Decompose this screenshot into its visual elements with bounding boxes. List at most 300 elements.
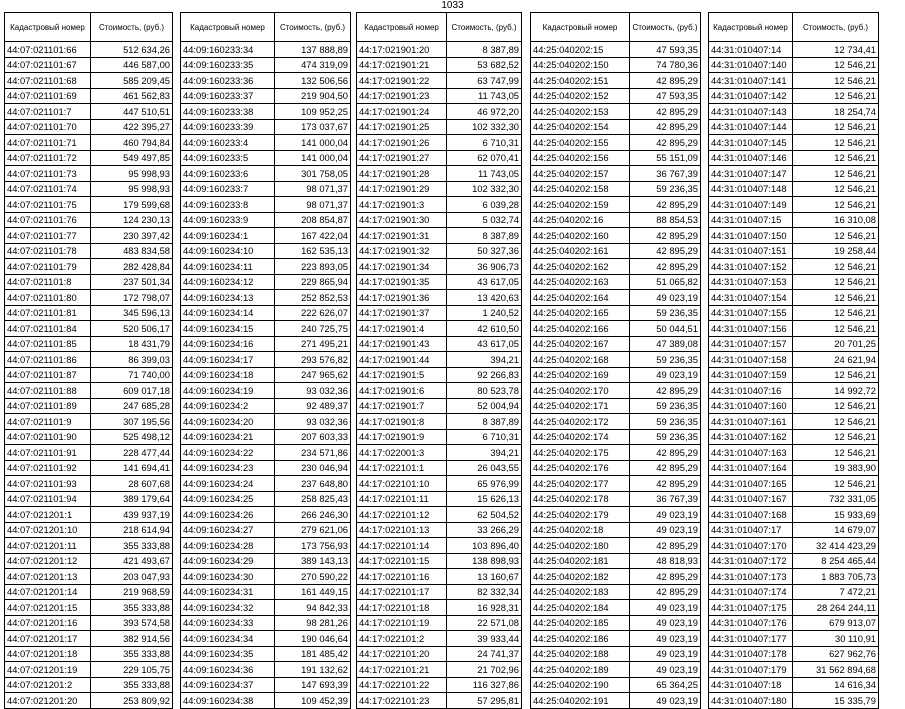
- header-cadastral-number: Кадастровый номер: [531, 13, 630, 42]
- cost-cell: 549 497,85: [91, 150, 173, 166]
- cost-cell: 247 685,28: [91, 398, 173, 414]
- cadastral-number-cell: 44:17:022101:23: [357, 693, 447, 709]
- cadastral-number-cell: 44:07:021101:90: [5, 429, 91, 445]
- cadastral-number-cell: 44:07:021101:94: [5, 491, 91, 507]
- cadastral-number-cell: 44:17:021901:32: [357, 243, 447, 259]
- cost-cell: 47 389,08: [630, 336, 701, 352]
- cadastral-number-cell: 44:17:021901:3: [357, 197, 447, 213]
- cost-cell: 18 431,79: [91, 336, 173, 352]
- cost-cell: 421 493,67: [91, 553, 173, 569]
- cost-cell: 141 694,41: [91, 460, 173, 476]
- cadastral-number-cell: 44:31:010407:158: [709, 352, 793, 368]
- cost-cell: 49 023,19: [630, 600, 701, 616]
- cost-cell: 138 898,93: [447, 553, 522, 569]
- cost-cell: 65 976,99: [447, 476, 522, 492]
- cost-cell: 483 834,58: [91, 243, 173, 259]
- cadastral-number-cell: 44:17:021901:43: [357, 336, 447, 352]
- cadastral-number-cell: 44:07:021101:92: [5, 460, 91, 476]
- cost-cell: 394,21: [447, 445, 522, 461]
- cadastral-number-cell: 44:09:160234:35: [181, 646, 275, 662]
- cost-cell: 49 023,19: [630, 507, 701, 523]
- cost-cell: 59 236,35: [630, 181, 701, 197]
- table-row: [531, 476, 701, 492]
- table-row: [181, 57, 351, 73]
- cost-cell: 230 046,94: [275, 460, 351, 476]
- table-row: [531, 693, 701, 709]
- cost-cell: 109 952,25: [275, 104, 351, 120]
- cadastral-number-cell: 44:25:040202:167: [531, 336, 630, 352]
- cadastral-number-cell: 44:31:010407:146: [709, 150, 793, 166]
- cost-cell: 51 065,82: [630, 274, 701, 290]
- table-row: [709, 119, 879, 135]
- table-row: [531, 166, 701, 182]
- cadastral-number-cell: 44:17:022101:21: [357, 662, 447, 678]
- table-row: [709, 73, 879, 89]
- cadastral-number-cell: 44:09:160234:34: [181, 631, 275, 647]
- cost-cell: 461 562,83: [91, 88, 173, 104]
- cadastral-number-cell: 44:07:021101:79: [5, 259, 91, 275]
- table-row: [181, 445, 351, 461]
- table-row: [357, 119, 522, 135]
- cost-cell: 50 044,51: [630, 321, 701, 337]
- cost-cell: 207 603,33: [275, 429, 351, 445]
- cost-cell: 446 587,00: [91, 57, 173, 73]
- cost-cell: 31 562 894,68: [793, 662, 879, 678]
- cost-cell: 301 758,05: [275, 166, 351, 182]
- table-row: [5, 150, 173, 166]
- cadastral-number-cell: 44:07:021101:68: [5, 73, 91, 89]
- cost-cell: 63 747,99: [447, 73, 522, 89]
- cost-cell: 422 395,27: [91, 119, 173, 135]
- cost-cell: 230 397,42: [91, 228, 173, 244]
- cost-cell: 6 039,28: [447, 197, 522, 213]
- cost-cell: 36 767,39: [630, 491, 701, 507]
- cadastral-number-cell: 44:17:021901:20: [357, 42, 447, 58]
- cost-cell: 218 614,94: [91, 522, 173, 538]
- cadastral-number-cell: 44:31:010407:155: [709, 305, 793, 321]
- cadastral-number-cell: 44:09:160234:2: [181, 398, 275, 414]
- cost-cell: 59 236,35: [630, 398, 701, 414]
- cost-cell: 1 883 705,73: [793, 569, 879, 585]
- table-row: [5, 135, 173, 151]
- cost-cell: 42 895,29: [630, 104, 701, 120]
- cadastral-table-2: [180, 12, 351, 709]
- table-row: [531, 336, 701, 352]
- cost-cell: 94 842,33: [275, 600, 351, 616]
- cadastral-number-cell: 44:25:040202:152: [531, 88, 630, 104]
- cadastral-number-cell: 44:09:160234:37: [181, 677, 275, 693]
- table-row: [5, 212, 173, 228]
- table-row: [5, 600, 173, 616]
- table-row: [181, 104, 351, 120]
- table-row: [357, 212, 522, 228]
- cadastral-number-cell: 44:25:040202:188: [531, 646, 630, 662]
- cost-cell: 43 617,05: [447, 336, 522, 352]
- cadastral-number-cell: 44:09:160234:22: [181, 445, 275, 461]
- cost-cell: 1 240,52: [447, 305, 522, 321]
- cadastral-number-cell: 44:09:160233:4: [181, 135, 275, 151]
- cadastral-number-cell: 44:09:160234:23: [181, 460, 275, 476]
- table-row: [709, 352, 879, 368]
- table-row: [709, 197, 879, 213]
- cadastral-number-cell: 44:07:021101:7: [5, 104, 91, 120]
- cost-cell: 8 387,89: [447, 414, 522, 430]
- table-row: [709, 274, 879, 290]
- cadastral-number-cell: 44:25:040202:191: [531, 693, 630, 709]
- table-row: [357, 693, 522, 709]
- cost-cell: 393 574,58: [91, 615, 173, 631]
- cost-cell: 7 472,21: [793, 584, 879, 600]
- cadastral-number-cell: 44:09:160233:36: [181, 73, 275, 89]
- cost-cell: 293 576,82: [275, 352, 351, 368]
- table-row: [531, 414, 701, 430]
- cadastral-number-cell: 44:09:160234:36: [181, 662, 275, 678]
- cost-cell: 12 546,21: [793, 181, 879, 197]
- header-cost: Стоимость, (руб.): [91, 13, 173, 42]
- table-row: [531, 290, 701, 306]
- cost-cell: 447 510,51: [91, 104, 173, 120]
- cost-cell: 12 546,21: [793, 321, 879, 337]
- table-row: [709, 321, 879, 337]
- table-row: [5, 553, 173, 569]
- cadastral-number-cell: 44:09:160234:27: [181, 522, 275, 538]
- cadastral-number-cell: 44:07:021101:66: [5, 42, 91, 58]
- cadastral-number-cell: 44:25:040202:165: [531, 305, 630, 321]
- cost-cell: 16 928,31: [447, 600, 522, 616]
- cadastral-number-cell: 44:25:040202:16: [531, 212, 630, 228]
- cost-cell: 80 523,78: [447, 383, 522, 399]
- cadastral-number-cell: 44:25:040202:184: [531, 600, 630, 616]
- cost-cell: 98 071,37: [275, 197, 351, 213]
- cadastral-number-cell: 44:09:160234:12: [181, 274, 275, 290]
- cadastral-number-cell: 44:31:010407:17: [709, 522, 793, 538]
- cost-cell: 49 023,19: [630, 662, 701, 678]
- cadastral-number-cell: 44:17:022101:13: [357, 522, 447, 538]
- cadastral-number-cell: 44:17:021901:4: [357, 321, 447, 337]
- cadastral-number-cell: 44:09:160233:8: [181, 197, 275, 213]
- cadastral-number-cell: 44:31:010407:170: [709, 538, 793, 554]
- cadastral-number-cell: 44:31:010407:168: [709, 507, 793, 523]
- table-row: [531, 615, 701, 631]
- table-row: [357, 414, 522, 430]
- table-row: [531, 522, 701, 538]
- cadastral-number-cell: 44:07:021201:10: [5, 522, 91, 538]
- cost-cell: 12 546,21: [793, 476, 879, 492]
- cost-cell: 12 546,21: [793, 398, 879, 414]
- table-row: [181, 414, 351, 430]
- cost-cell: 59 236,35: [630, 429, 701, 445]
- cost-cell: 732 331,05: [793, 491, 879, 507]
- cost-cell: 49 023,19: [630, 631, 701, 647]
- cadastral-number-cell: 44:31:010407:149: [709, 197, 793, 213]
- cost-cell: 11 743,05: [447, 166, 522, 182]
- cadastral-number-cell: 44:25:040202:170: [531, 383, 630, 399]
- table-row: [709, 336, 879, 352]
- cost-cell: 460 794,84: [91, 135, 173, 151]
- cost-cell: 223 893,05: [275, 259, 351, 275]
- table-row: [5, 398, 173, 414]
- table-row: [181, 336, 351, 352]
- table-row: [357, 429, 522, 445]
- table-row: [531, 73, 701, 89]
- cadastral-number-cell: 44:07:021101:72: [5, 150, 91, 166]
- cost-cell: 137 888,89: [275, 42, 351, 58]
- cost-cell: 6 710,31: [447, 429, 522, 445]
- cadastral-number-cell: 44:07:021101:88: [5, 383, 91, 399]
- cadastral-number-cell: 44:31:010407:163: [709, 445, 793, 461]
- table-row: [181, 584, 351, 600]
- table-row: [5, 321, 173, 337]
- table-row: [531, 88, 701, 104]
- cost-cell: 18 254,74: [793, 104, 879, 120]
- cost-cell: 345 596,13: [91, 305, 173, 321]
- cost-cell: 253 809,92: [91, 693, 173, 709]
- cadastral-number-cell: 44:07:021101:71: [5, 135, 91, 151]
- table-row: [357, 367, 522, 383]
- table-row: [531, 367, 701, 383]
- cadastral-number-cell: 44:07:021101:84: [5, 321, 91, 337]
- cost-cell: 179 599,68: [91, 197, 173, 213]
- table-row: [357, 677, 522, 693]
- cost-cell: 279 621,06: [275, 522, 351, 538]
- cadastral-number-cell: 44:25:040202:161: [531, 243, 630, 259]
- cadastral-number-cell: 44:17:022101:16: [357, 569, 447, 585]
- cadastral-number-cell: 44:25:040202:181: [531, 553, 630, 569]
- cost-cell: 42 895,29: [630, 243, 701, 259]
- table-row: [709, 445, 879, 461]
- cadastral-number-cell: 44:09:160234:21: [181, 429, 275, 445]
- cadastral-number-cell: 44:07:021201:1: [5, 507, 91, 523]
- cost-cell: 26 043,55: [447, 460, 522, 476]
- cost-cell: 57 295,81: [447, 693, 522, 709]
- cadastral-number-cell: 44:31:010407:148: [709, 181, 793, 197]
- cost-cell: 49 023,19: [630, 522, 701, 538]
- cost-cell: 181 485,42: [275, 646, 351, 662]
- cost-cell: 93 032,36: [275, 383, 351, 399]
- table-row: [181, 321, 351, 337]
- cost-cell: 8 387,89: [447, 228, 522, 244]
- cadastral-number-cell: 44:17:021901:44: [357, 352, 447, 368]
- table-row: [357, 491, 522, 507]
- cadastral-number-cell: 44:31:010407:14: [709, 42, 793, 58]
- cost-cell: 42 895,29: [630, 259, 701, 275]
- cost-cell: 12 546,21: [793, 228, 879, 244]
- cadastral-number-cell: 44:09:160234:25: [181, 491, 275, 507]
- cost-cell: 92 489,37: [275, 398, 351, 414]
- table-row: [181, 88, 351, 104]
- table-row: [531, 181, 701, 197]
- table-row: [181, 367, 351, 383]
- table-row: [5, 336, 173, 352]
- table-row: [531, 305, 701, 321]
- table-row: [5, 507, 173, 523]
- header-cost: Стоимость, (руб.): [275, 13, 351, 42]
- table-row: [357, 228, 522, 244]
- table-row: [5, 429, 173, 445]
- table-row: [709, 429, 879, 445]
- cost-cell: 389 179,64: [91, 491, 173, 507]
- cost-cell: 21 702,96: [447, 662, 522, 678]
- table-row: [181, 166, 351, 182]
- cost-cell: 42 895,29: [630, 228, 701, 244]
- table-row: [531, 631, 701, 647]
- cadastral-number-cell: 44:09:160234:29: [181, 553, 275, 569]
- cost-cell: 42 895,29: [630, 460, 701, 476]
- cadastral-number-cell: 44:07:021101:70: [5, 119, 91, 135]
- table-row: [5, 104, 173, 120]
- cadastral-number-cell: 44:17:021901:8: [357, 414, 447, 430]
- table-row: [181, 615, 351, 631]
- table-row: [181, 42, 351, 58]
- cadastral-number-cell: 44:25:040202:175: [531, 445, 630, 461]
- table-row: [181, 631, 351, 647]
- cost-cell: 65 364,25: [630, 677, 701, 693]
- table-row: [357, 57, 522, 73]
- table-row: [357, 274, 522, 290]
- table-row: [181, 600, 351, 616]
- cadastral-number-cell: 44:17:021901:25: [357, 119, 447, 135]
- table-row: [5, 88, 173, 104]
- cost-cell: 22 571,08: [447, 615, 522, 631]
- table-row: [5, 615, 173, 631]
- cost-cell: 33 266,29: [447, 522, 522, 538]
- table-row: [709, 228, 879, 244]
- cadastral-number-cell: 44:17:021901:34: [357, 259, 447, 275]
- header-cadastral-number: Кадастровый номер: [5, 13, 91, 42]
- table-row: [181, 398, 351, 414]
- cost-cell: 247 965,62: [275, 367, 351, 383]
- cost-cell: 147 693,39: [275, 677, 351, 693]
- cadastral-number-cell: 44:31:010407:160: [709, 398, 793, 414]
- table-row: [5, 584, 173, 600]
- cadastral-number-cell: 44:09:160234:14: [181, 305, 275, 321]
- cost-cell: 19 383,90: [793, 460, 879, 476]
- cadastral-number-cell: 44:17:021901:28: [357, 166, 447, 182]
- cadastral-number-cell: 44:17:022101:22: [357, 677, 447, 693]
- cadastral-number-cell: 44:31:010407:172: [709, 553, 793, 569]
- cadastral-number-cell: 44:07:021201:14: [5, 584, 91, 600]
- table-row: [531, 197, 701, 213]
- table-row: [357, 398, 522, 414]
- cadastral-number-cell: 44:31:010407:141: [709, 73, 793, 89]
- table-row: [181, 228, 351, 244]
- cost-cell: 52 004,94: [447, 398, 522, 414]
- cost-cell: 98 071,37: [275, 181, 351, 197]
- table-row: [5, 259, 173, 275]
- table-row: [709, 290, 879, 306]
- table-row: [357, 584, 522, 600]
- cadastral-number-cell: 44:31:010407:164: [709, 460, 793, 476]
- cadastral-number-cell: 44:17:021901:23: [357, 88, 447, 104]
- cadastral-number-cell: 44:17:022101:15: [357, 553, 447, 569]
- table-row: [5, 569, 173, 585]
- cost-cell: 55 151,09: [630, 150, 701, 166]
- table-row: [5, 119, 173, 135]
- cost-cell: 307 195,56: [91, 414, 173, 430]
- table-row: [181, 693, 351, 709]
- table-row: [357, 383, 522, 399]
- cost-cell: 102 332,30: [447, 119, 522, 135]
- table-row: [709, 57, 879, 73]
- cost-cell: 19 258,44: [793, 243, 879, 259]
- table-row: [709, 398, 879, 414]
- table-row: [531, 243, 701, 259]
- table-row: [181, 274, 351, 290]
- table-row: [181, 646, 351, 662]
- table-row: [531, 42, 701, 58]
- cost-cell: 219 904,50: [275, 88, 351, 104]
- cost-cell: 141 000,04: [275, 135, 351, 151]
- table-row: [709, 476, 879, 492]
- cadastral-number-cell: 44:07:021101:77: [5, 228, 91, 244]
- cost-cell: 12 546,21: [793, 135, 879, 151]
- table-row: [357, 243, 522, 259]
- table-row: [181, 553, 351, 569]
- table-row: [5, 367, 173, 383]
- cadastral-number-cell: 44:25:040202:182: [531, 569, 630, 585]
- table-row: [531, 460, 701, 476]
- cadastral-number-cell: 44:17:021901:22: [357, 73, 447, 89]
- table-row: [357, 646, 522, 662]
- cadastral-number-cell: 44:09:160233:38: [181, 104, 275, 120]
- cost-cell: 42 895,29: [630, 538, 701, 554]
- cadastral-number-cell: 44:09:160233:37: [181, 88, 275, 104]
- cost-cell: 42 895,29: [630, 197, 701, 213]
- cadastral-number-cell: 44:07:021201:13: [5, 569, 91, 585]
- cadastral-number-cell: 44:07:021101:81: [5, 305, 91, 321]
- table-row: [709, 150, 879, 166]
- table-row: [709, 693, 879, 709]
- table-row: [531, 352, 701, 368]
- table-row: [357, 553, 522, 569]
- table-row: [531, 569, 701, 585]
- header-cadastral-number: Кадастровый номер: [181, 13, 275, 42]
- cost-cell: 74 780,36: [630, 57, 701, 73]
- table-row: [357, 600, 522, 616]
- cadastral-number-cell: 44:31:010407:165: [709, 476, 793, 492]
- table-row: [531, 429, 701, 445]
- table-row: [5, 166, 173, 182]
- cost-cell: 42 895,29: [630, 73, 701, 89]
- table-row: [5, 383, 173, 399]
- cost-cell: 43 617,05: [447, 274, 522, 290]
- table-row: [181, 150, 351, 166]
- cadastral-number-cell: 44:07:021101:76: [5, 212, 91, 228]
- table-row: [181, 290, 351, 306]
- cost-cell: 49 023,19: [630, 615, 701, 631]
- cadastral-number-cell: 44:25:040202:153: [531, 104, 630, 120]
- table-row: [357, 104, 522, 120]
- cost-cell: 237 501,34: [91, 274, 173, 290]
- cadastral-number-cell: 44:25:040202:185: [531, 615, 630, 631]
- table-row: [531, 274, 701, 290]
- cadastral-number-cell: 44:17:022101:11: [357, 491, 447, 507]
- cadastral-number-cell: 44:07:021201:12: [5, 553, 91, 569]
- cost-cell: 59 236,35: [630, 414, 701, 430]
- cadastral-number-cell: 44:25:040202:180: [531, 538, 630, 554]
- cost-cell: 355 333,88: [91, 538, 173, 554]
- cost-cell: 12 546,21: [793, 259, 879, 275]
- table-row: [709, 166, 879, 182]
- cost-cell: 49 023,19: [630, 646, 701, 662]
- cadastral-number-cell: 44:31:010407:150: [709, 228, 793, 244]
- table-row: [531, 212, 701, 228]
- cost-cell: 679 913,07: [793, 615, 879, 631]
- cost-cell: 32 414 423,29: [793, 538, 879, 554]
- cadastral-number-cell: 44:09:160234:15: [181, 321, 275, 337]
- cost-cell: 12 546,21: [793, 445, 879, 461]
- table-row: [709, 615, 879, 631]
